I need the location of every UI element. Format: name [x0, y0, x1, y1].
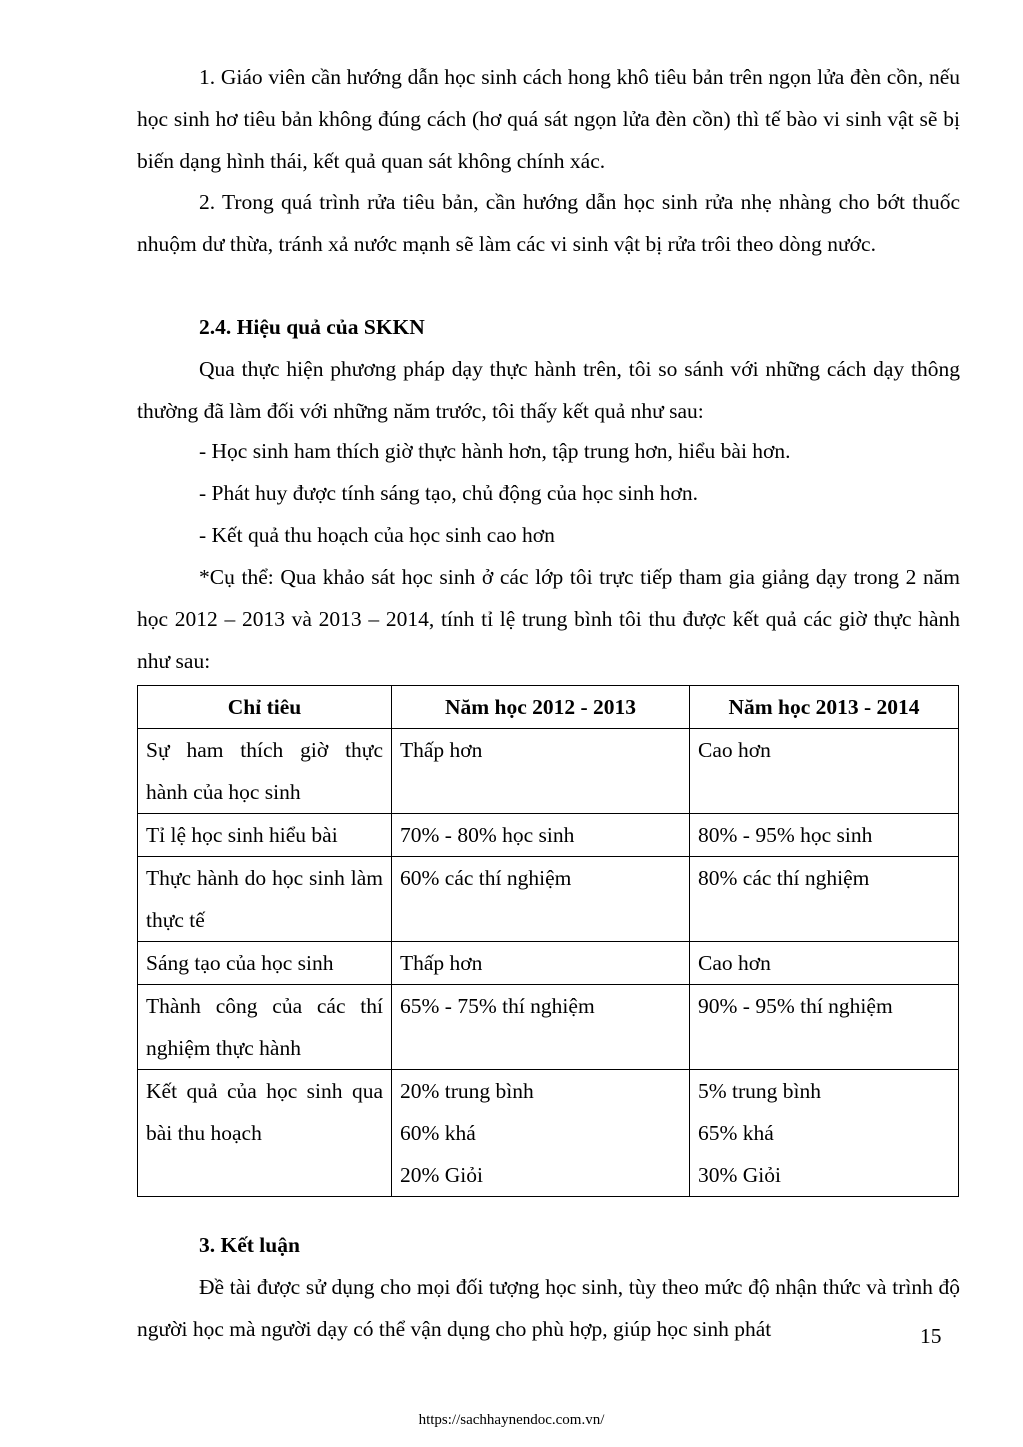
value-cell-2013 — [690, 857, 959, 942]
bullet-ham-thich: - Học sinh ham thích giờ thực hành hơn, tập trung hơn, hiểu bài hơn. — [199, 439, 791, 463]
value-cell-2013 — [690, 814, 959, 857]
value-line: 20% trung bình — [400, 1079, 534, 1103]
value-cell-2013 — [690, 1070, 959, 1197]
value-line: 65% - 75% thí nghiệm — [400, 994, 595, 1018]
value-line: 80% - 95% học sinh — [698, 823, 873, 847]
value-line: 80% các thí nghiệm — [698, 866, 870, 890]
bullet-sang-tao: - Phát huy được tính sáng tạo, chủ động của học sinh hơn. — [199, 481, 698, 505]
criterion-cell: Sự ham thích giờ thực hành của học sinh — [138, 729, 392, 814]
table-row — [138, 729, 959, 814]
table-row — [138, 942, 959, 985]
table-header-row — [138, 686, 959, 729]
value-line: 30% Giỏi — [698, 1163, 782, 1187]
section-heading-2-4: 2.4. Hiệu quả của SKKN — [199, 315, 425, 339]
paragraph-so-sanh: Qua thực hiện phương pháp dạy thực hành trên, tôi so sánh với những cách dạy thông thường đã làm đối với những năm trước, tôi thấy kết quả như sau: — [137, 357, 960, 423]
value-line: 90% - 95% thí nghiệm — [698, 994, 893, 1018]
bullet-ket-qua: - Kết quả thu hoạch của học sinh cao hơn — [199, 523, 555, 547]
table-row — [138, 1070, 959, 1197]
value-cell-2012 — [392, 942, 690, 985]
results-table — [137, 685, 959, 1197]
value-line: 60% khá — [400, 1121, 476, 1145]
paragraph-hong-kho: 1. Giáo viên cần hướng dẫn học sinh cách hong khô tiêu bản trên ngọn lửa đèn cồn, nếu học sinh hơ tiêu bản không đúng cách (hơ quá sát ngọn lửa đèn cồn) thì tế bào vi sinh vật sẽ bị biến dạng hình thái, kết quả quan sát không chính xác. — [137, 65, 960, 173]
header-chi-tieu: Chỉ tiêu — [138, 686, 392, 729]
paragraph-rua-tieu-ban: 2. Trong quá trình rửa tiêu bản, cần hướng dẫn học sinh rửa nhẹ nhàng cho bớt thuốc nhuộm dư thừa, tránh xả nước mạnh sẽ làm các vi sinh vật bị rửa trôi theo dòng nước. — [137, 190, 960, 256]
header-nam-hoc-2013-2014: Năm học 2013 - 2014 — [690, 686, 959, 729]
value-line: Cao hơn — [698, 951, 771, 975]
footer-url: https://sachhaynendoc.com.vn/ — [418, 1412, 605, 1428]
table-row — [138, 985, 959, 1070]
value-cell-2013 — [690, 729, 959, 814]
paragraph-ket-luan: Đề tài được sử dụng cho mọi đối tượng học sinh, tùy theo mức độ nhận thức và trình độ người học mà người dạy có thể vận dụng cho phù hợp, giúp học sinh phát — [137, 1275, 960, 1341]
value-line: 5% trung bình — [698, 1079, 822, 1103]
value-cell-2012 — [392, 857, 690, 942]
criterion-cell: Thực hành do học sinh làm thực tế — [138, 857, 392, 942]
criterion-cell: Tỉ lệ học sinh hiểu bài — [138, 814, 392, 857]
value-line: Thấp hơn — [400, 951, 483, 975]
criterion-cell: Sáng tạo của học sinh — [138, 942, 392, 985]
value-cell-2013 — [690, 985, 959, 1070]
section-heading-3: 3. Kết luận — [199, 1233, 300, 1257]
table-row — [138, 814, 959, 857]
value-cell-2012 — [392, 985, 690, 1070]
value-cell-2012 — [392, 814, 690, 857]
criterion-cell: Thành công của các thí nghiệm thực hành — [138, 985, 392, 1070]
header-nam-hoc-2012-2013: Năm học 2012 - 2013 — [392, 686, 690, 729]
paragraph-cu-the: *Cụ thể: Qua khảo sát học sinh ở các lớp tôi trực tiếp tham gia giảng dạy trong 2 năm học 2012 – 2013 và 2013 – 2014, tính tỉ lệ trung bình tôi thu được kết quả các giờ thực hành như sau: — [137, 565, 960, 673]
value-cell-2012 — [392, 729, 690, 814]
table-row — [138, 857, 959, 942]
value-line: 70% - 80% học sinh — [400, 823, 575, 847]
value-cell-2013 — [690, 942, 959, 985]
value-line: 20% Giỏi — [400, 1163, 484, 1187]
page-number: 15 — [920, 1324, 942, 1348]
value-cell-2012 — [392, 1070, 690, 1197]
value-line: 60% các thí nghiệm — [400, 866, 572, 890]
value-line: Cao hơn — [698, 738, 771, 762]
value-line: 65% khá — [698, 1121, 774, 1145]
criterion-cell: Kết quả của học sinh qua bài thu hoạch — [138, 1070, 392, 1197]
value-line: Thấp hơn — [400, 738, 483, 762]
